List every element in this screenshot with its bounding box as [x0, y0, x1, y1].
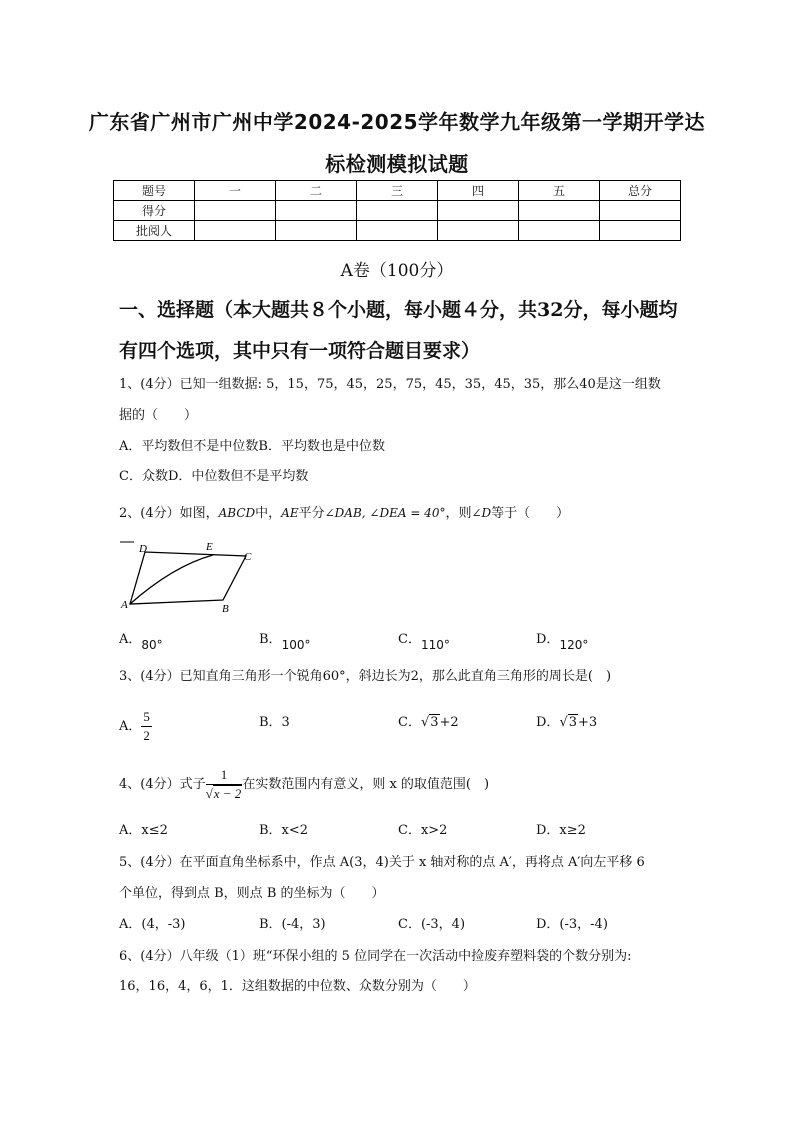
score-header-cell: 总分: [600, 181, 681, 201]
label-e: E: [206, 541, 213, 553]
score-header-cell: 五: [519, 181, 600, 201]
q3-option-d-radicand: 3: [568, 715, 578, 730]
q4-option-b: B．x<2: [259, 823, 309, 838]
q2-option-b: [259, 624, 310, 655]
score-cell: [519, 221, 600, 241]
score-table-header-row: [114, 181, 681, 201]
q5-option-b: B．(-4，3): [259, 917, 326, 932]
label-a: A: [121, 599, 128, 611]
q2-option-c-label: C．: [398, 632, 421, 647]
score-row: [114, 201, 681, 221]
q5-stem-line1: 5、(4分）在平面直角坐标系中，作点 A(3，4)关于 x 轴对称的点 A′，再将点 A′向左平移 6: [119, 855, 645, 870]
q2-ae: AE: [281, 506, 299, 520]
q2-suffix: 等于（ ）: [491, 506, 570, 521]
q1-stem-line1: 1、(4分）已知一组数据: 5，15，75，45，25，75，45，35，45，35，那么40是这一组数: [119, 377, 661, 392]
q3-option-b: B．3: [259, 715, 290, 730]
q1-option-d: D．中位数但不是平均数: [167, 469, 309, 484]
q4-numerator: 1: [206, 766, 243, 785]
q2-mid2: 平分: [298, 506, 325, 521]
score-header-cell: 一: [195, 181, 276, 201]
exam-title-line2: 标检测模拟试题: [325, 152, 469, 176]
score-header-cell: 四: [438, 181, 519, 201]
q1-options-row2: [119, 462, 679, 492]
q4-fraction: [206, 766, 243, 803]
score-cell: [276, 221, 357, 241]
q2-abcd: ABCD: [218, 506, 256, 520]
q2-option-b-label: B．: [259, 632, 282, 647]
q2-option-d-value: 120°: [559, 638, 589, 652]
q3-option-a: [119, 708, 152, 745]
q3-option-a-numerator: 5: [141, 708, 152, 727]
q3-option-a-label: A．: [119, 719, 142, 734]
q4-option-a: A．x≤2: [119, 823, 168, 838]
q3-option-d-tail: +3: [578, 715, 598, 730]
q6-stem-line2: 16，16，4，6，1．这组数据的中位数、众数分别为（ ）: [119, 979, 476, 994]
score-cell: [357, 221, 438, 241]
score-cell: [438, 221, 519, 241]
q2-option-c-value: 110°: [420, 638, 450, 652]
q3-option-a-denominator: 2: [143, 728, 150, 743]
q1-stem-line2: 据的（ ）: [119, 408, 198, 423]
q2-mid1: 中，: [255, 506, 282, 521]
q2-option-d: [536, 624, 588, 655]
q5-option-c: C．(-3，4): [398, 917, 466, 932]
q1-option-c: C．众数: [119, 469, 168, 484]
q2-option-a: [119, 624, 163, 655]
q2-option-d-label: D．: [536, 632, 560, 647]
q2-mid3: ，则: [445, 506, 472, 521]
score-cell: [600, 201, 681, 221]
volume-heading: A卷（100分）: [340, 261, 454, 281]
q2-option-c: [398, 624, 450, 655]
label-c: C: [244, 551, 252, 563]
q3-option-c-tail: +2: [439, 715, 459, 730]
score-cell: [276, 201, 357, 221]
reviewer-row: [114, 221, 681, 241]
q1-options-row1: [119, 432, 679, 462]
q4-prefix: 4、(4分）式子: [119, 777, 206, 792]
score-header-cell: 三: [357, 181, 438, 201]
score-cell: [195, 221, 276, 241]
q3-option-d-label: D．: [536, 715, 560, 730]
q2-option-a-value: 80°: [141, 638, 163, 652]
reviewer-row-label: 批阅人: [114, 221, 195, 241]
q5-option-d: D．(-3，-4): [536, 917, 608, 932]
q2-stem: [119, 498, 679, 529]
q2-condition: ∠DAB, ∠DEA = 40°: [324, 506, 446, 520]
q2-angle-d: ∠D: [471, 506, 492, 520]
q2-parallelogram-figure: [118, 538, 268, 616]
q2-option-b-value: 100°: [281, 638, 311, 652]
exam-title-line1: 广东省广州市广州中学2024-2025学年数学九年级第一学期开学达: [88, 110, 706, 134]
score-cell: [438, 201, 519, 221]
q3-options: [119, 702, 679, 748]
q5-option-a: A．(4，-3): [119, 917, 186, 932]
q3-option-a-fraction: [141, 708, 152, 745]
label-b: B: [222, 603, 229, 615]
q1-option-a: A．平均数但不是中位数: [119, 439, 259, 454]
section-heading-line1: 一、选择题（本大题共８个小题，每小题４分，共32分，每小题均: [119, 299, 678, 321]
q3-stem: 3、(4分）已知直角三角形一个锐角60°，斜边长为2，那么此直角三角形的周长是( ): [119, 669, 612, 684]
score-header-cell: 二: [276, 181, 357, 201]
score-cell: [519, 201, 600, 221]
q4-option-c: C．x>2: [398, 823, 448, 838]
q4-stem: [119, 766, 679, 803]
score-table: [113, 180, 681, 241]
label-d: D: [139, 543, 147, 555]
q3-option-c: C．√3+2: [398, 715, 459, 730]
q6-stem-line1: 6、(4分）八年级（1）班“环保小组的 5 位同学在一次活动中捡废弃塑料袋的个数分别为:: [119, 949, 632, 964]
score-row-label: 得分: [114, 201, 195, 221]
q4-radicand: x − 2: [213, 786, 242, 801]
q5-stem-line2: 个单位，得到点 B，则点 B 的坐标为（ ）: [119, 886, 385, 901]
q4-denominator: √x − 2: [205, 786, 242, 801]
q4-suffix: 在实数范围内有意义，则 x 的取值范围( ): [242, 777, 490, 792]
q1-option-b: B．平均数也是中位数: [258, 439, 385, 454]
section-heading-line2: 有四个选项，其中只有一项符合题目要求）: [119, 340, 481, 362]
q3-option-c-radicand: 3: [430, 715, 439, 730]
q4-option-d: D．x≥2: [536, 823, 586, 838]
score-cell: [195, 201, 276, 221]
score-cell: [600, 221, 681, 241]
q2-prefix: 2、(4分）如图，: [119, 506, 219, 521]
q3-option-c-label: C．: [398, 715, 421, 730]
score-cell: [357, 201, 438, 221]
q3-option-d: D．√3+3: [536, 715, 598, 730]
q2-option-a-label: A．: [119, 632, 142, 647]
score-header-cell: 题号: [114, 181, 195, 201]
parallelogram-abcd: [130, 552, 246, 604]
